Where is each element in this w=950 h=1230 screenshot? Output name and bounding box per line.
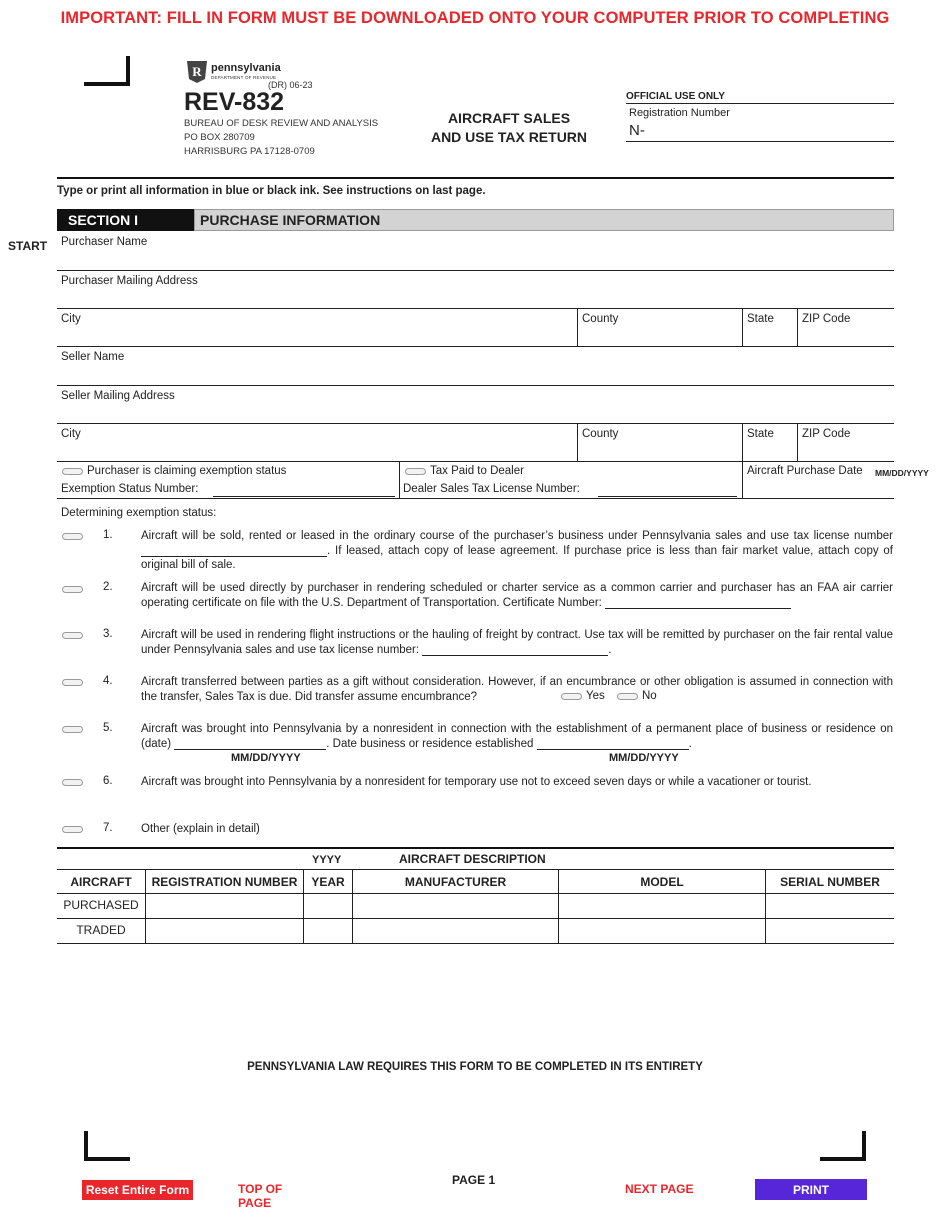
item-text: Aircraft was brought into Pennsylvania by a nonresident in connection with the establishment of a permanent place of business or residence on (date) [141,723,893,750]
purchase-date-label: Aircraft Purchase Date [747,465,863,477]
item-6-checkbox[interactable] [62,779,83,786]
crop-mark-bottom-right [820,1131,866,1161]
form-number: REV-832 [184,88,285,116]
tax-paid-checkbox[interactable] [405,468,426,475]
item-number: 5. [103,722,113,734]
top-of-page-link[interactable]: TOP OF PAGE [238,1182,283,1210]
date-format-hint: MM/DD/YYYY [231,752,301,764]
encumbrance-no-label: No [642,690,657,702]
item-3-text [141,628,893,657]
important-banner: IMPORTANT: FILL IN FORM MUST BE DOWNLOADED ONTO YOUR COMPUTER PRIOR TO COMPLETING [60,9,890,27]
seller-city-input[interactable] [61,443,573,460]
logo-subtitle: DEPARTMENT OF REVENUE [211,75,277,80]
official-use-label: OFFICIAL USE ONLY [626,91,725,102]
seller-address-label: Seller Mailing Address [61,390,175,402]
svg-text:R: R [192,64,202,79]
crop-mark-top-left [84,56,130,86]
purchased-registration-input[interactable] [148,896,300,916]
seller-name-label: Seller Name [61,351,125,363]
determining-label: Determining exemption status: [61,507,217,519]
purchased-manufacturer-input[interactable] [355,896,555,916]
purchaser-address-label: Purchaser Mailing Address [61,275,198,287]
item-7-checkbox[interactable] [62,826,83,833]
purchaser-county-input[interactable] [582,328,738,345]
item-5-checkbox[interactable] [62,726,83,733]
col-header-manufacturer: MANUFACTURER [404,875,507,889]
purchase-date-format: MM/DD/YYYY [875,468,929,478]
col-header-model: MODEL [640,875,684,889]
item-5-established-input[interactable] [537,739,689,750]
page-number: PAGE 1 [452,1173,496,1187]
purchaser-zip-input[interactable] [802,328,890,345]
item-2-text [141,581,893,610]
aircraft-description-title: AIRCRAFT DESCRIPTION [399,852,546,866]
registration-number-label: Registration Number [629,107,730,119]
logo-name: pennsylvania [211,62,281,74]
purchased-year-input[interactable] [306,896,349,916]
exemption-claim-checkbox[interactable] [62,468,83,475]
encumbrance-no-radio[interactable] [617,693,638,700]
purchaser-state-label: State [747,313,774,325]
law-notice: PENNSYLVANIA LAW REQUIRES THIS FORM TO BE COMPLETED IN ITS ENTIRETY [247,1061,703,1073]
item-text: Aircraft will be sold, rented or leased in the ordinary course of the purchaser’s business under Pennsylvania sales and use tax license number [141,530,893,542]
item-number: 1. [103,529,113,541]
item-5-date-input[interactable] [174,739,326,750]
tax-paid-label: Tax Paid to Dealer [430,465,524,477]
section-number: SECTION I [57,209,194,231]
item-1-license-input[interactable] [141,546,327,557]
traded-year-input[interactable] [306,921,349,941]
form-title-line: AND USE TAX RETURN [430,129,588,145]
item-number: 7. [103,822,113,834]
item-number: 4. [103,675,113,687]
revision-code: (DR) 06-23 [268,80,313,90]
purchaser-zip-label: ZIP Code [802,313,851,325]
item-4-text [141,675,893,704]
item-number: 6. [103,775,113,787]
row-label-traded: TRADED [76,923,126,937]
form-title [408,109,610,147]
item-text: Aircraft will be used directly by purchaser in rendering scheduled or charter service as a common carrier and purchaser has an FAA air carrier operating certificate on file with the U.S. Department of Transportation. Certificate Number: [141,582,893,609]
item-text: Aircraft transferred between parties as a gift without consideration. However, if an encumbrance or other obligation is assumed in connection with the transfer, Sales Tax is due. Did transfer assume encumbrance? [141,676,893,703]
item-2-certificate-input[interactable] [605,598,791,609]
item-4-checkbox[interactable] [62,679,83,686]
exemption-number-input[interactable] [213,482,395,497]
form-title-line: AIRCRAFT SALES [447,110,571,126]
item-3-license-input[interactable] [422,645,608,656]
purchaser-city-label: City [61,313,81,325]
seller-address-input[interactable] [61,405,891,423]
item-text: . [688,737,692,750]
crop-mark-bottom-left [84,1131,130,1161]
seller-zip-label: ZIP Code [802,428,851,440]
item-2-checkbox[interactable] [62,586,83,593]
exemption-number-label: Exemption Status Number: [61,483,199,495]
traded-manufacturer-input[interactable] [355,921,555,941]
seller-name-input[interactable] [61,366,891,384]
reset-form-button[interactable]: Reset Entire Form [82,1180,193,1200]
next-page-link[interactable]: NEXT PAGE [625,1182,694,1196]
traded-model-input[interactable] [561,921,762,941]
seller-county-label: County [582,428,619,440]
col-header-serial: SERIAL NUMBER [780,875,880,889]
year-format-hint: YYYY [312,854,342,866]
purchased-model-input[interactable] [561,896,762,916]
address-line: PO BOX 280709 [184,132,255,143]
traded-serial-input[interactable] [768,921,891,941]
seller-city-label: City [61,428,81,440]
row-label-purchased: PURCHASED [63,898,139,912]
seller-state-label: State [747,428,774,440]
item-number: 3. [103,628,113,640]
col-header-aircraft: AIRCRAFT [70,875,132,889]
instructions-text: Type or print all information in blue or black ink. See instructions on last page. [57,185,486,197]
purchaser-name-label: Purchaser Name [61,236,148,248]
print-button[interactable]: PRINT [755,1179,867,1200]
dealer-license-input[interactable] [598,482,737,497]
registration-number-value: N- [629,122,645,139]
item-text: . [608,643,612,656]
traded-registration-input[interactable] [148,921,300,941]
purchase-date-input[interactable] [747,481,891,497]
item-6-text: Aircraft was brought into Pennsylvania by a nonresident for temporary use not to exceed seven days or while a vacationer or tourist. [141,776,812,788]
seller-state-input[interactable] [747,443,793,460]
keystone-logo-icon [186,60,208,84]
item-1-checkbox[interactable] [62,533,83,540]
item-5-text [141,722,893,751]
purchaser-county-label: County [582,313,619,325]
start-marker: START [8,239,48,253]
section-title: PURCHASE INFORMATION [194,209,894,231]
address-line: HARRISBURG PA 17128-0709 [184,146,315,157]
item-text: . If leased, attach copy of lease agreement. If purchase price is less than fair market value, attach copy of original bill of sale. [141,544,893,571]
item-text: Aircraft will be used in rendering flight instructions or the hauling of freight by contract. Use tax will be remitted by purchaser on the fair rental value under Pennsylvania sales and use tax license number: [141,629,893,656]
purchaser-address-input[interactable] [61,290,891,308]
col-header-year: YEAR [311,875,345,889]
seller-county-input[interactable] [582,443,738,460]
item-text: . Date business or residence established [326,737,534,750]
address-line: BUREAU OF DESK REVIEW AND ANALYSIS [184,118,379,129]
purchaser-city-input[interactable] [61,328,573,345]
purchaser-name-input[interactable] [61,251,891,269]
purchased-serial-input[interactable] [768,896,891,916]
date-format-hint: MM/DD/YYYY [609,752,679,764]
seller-zip-input[interactable] [802,443,890,460]
item-number: 2. [103,581,113,593]
encumbrance-yes-radio[interactable] [561,693,582,700]
encumbrance-yes-label: Yes [586,690,605,702]
purchaser-state-input[interactable] [747,328,793,345]
item-1-text [141,529,893,573]
dealer-license-label: Dealer Sales Tax License Number: [403,483,580,495]
item-7-text: Other (explain in detail) [141,823,260,835]
col-header-registration: REGISTRATION NUMBER [151,875,298,889]
item-3-checkbox[interactable] [62,632,83,639]
exemption-claim-label: Purchaser is claiming exemption status [87,465,287,477]
